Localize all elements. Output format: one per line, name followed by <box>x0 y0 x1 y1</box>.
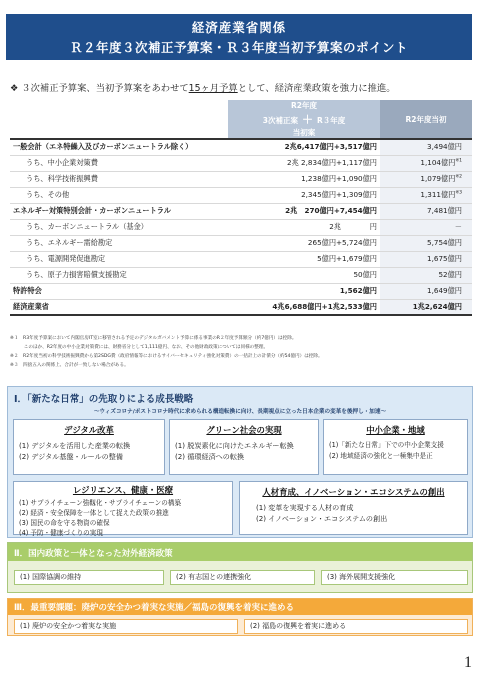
row-label: うち、科学技術振興費 <box>26 174 98 183</box>
row-prev-amount <box>380 171 472 187</box>
row-prev-amount <box>380 283 472 299</box>
row-prev-amount <box>380 219 472 235</box>
box-title: 中小企業・地域 <box>366 425 425 435</box>
prev-value: － <box>454 222 462 231</box>
row-amount: 1,238億円+1,090億円 <box>301 174 377 183</box>
box-item: (2) 循環経済への転換 <box>175 452 245 461</box>
lead-text-underline: 15ヶ月予算 <box>188 83 238 94</box>
section-external-economic-policy <box>7 542 473 593</box>
box-item: (2) 経済・安全保障を一体として捉えた政策の推進 <box>19 509 169 517</box>
row-prev-amount <box>380 299 472 315</box>
box-resilience-health <box>13 481 233 535</box>
row-label: うち、エネルギー需給勘定 <box>26 238 113 247</box>
section2-item: (3) 海外展開支援強化 <box>321 570 468 585</box>
footnote-ref: ※3 <box>455 190 462 196</box>
row-prev-amount <box>380 267 472 283</box>
budget-table <box>10 100 472 316</box>
box-title: グリーン社会の実現 <box>206 425 282 435</box>
title-line-1: 経済産業省関係 <box>191 20 287 35</box>
section2-item: (2) 有志国との連携強化 <box>170 570 315 585</box>
section2-item: (1) 国際協調の維持 <box>14 570 164 585</box>
footnote-1: ※１ R3年度予算案において内閣官房IT室に移管される予定のデジタルガバメント予算に係る事業のR２年度予算額分（約7億円）は控除。 <box>10 336 297 341</box>
section3-title: Ⅲ．最重要課題：廃炉の安全かつ着実な実施／福島の復興を着実に進める <box>8 599 472 615</box>
box-item: (1)「新たな日常」下での中小企業支援 <box>329 441 444 449</box>
row-amount: 4兆6,688億円+1兆2,533億円 <box>272 301 377 311</box>
lead-text-after: として、経済産業政策を強力に推進。 <box>237 83 396 94</box>
table-row <box>10 139 472 155</box>
lead-sentence <box>10 80 472 94</box>
row-amount: 50億円 <box>353 270 377 279</box>
prev-value: 5,754億円 <box>427 238 462 247</box>
table-row <box>10 283 472 299</box>
row-prev-amount <box>380 251 472 267</box>
row-amount: 5億円+1,679億円 <box>317 254 377 263</box>
row-amount: 265億円+5,724億円 <box>307 238 377 247</box>
row-amount: 2兆 270億円+7,454億円 <box>285 206 377 215</box>
prev-value: 7,481億円 <box>427 206 462 215</box>
footnote-ref: ※2 <box>455 174 462 180</box>
table-row <box>10 203 472 219</box>
title-line-2: Ｒ２年度３次補正予算案・Ｒ３年度当初予算案のポイント <box>69 40 408 55</box>
footnotes <box>10 334 476 370</box>
footnote-ref: ※1 <box>455 158 462 164</box>
row-amount: 2兆 2,834億円+1,117億円 <box>287 158 377 167</box>
row-label: 特許特会 <box>13 286 42 295</box>
header-r2-supplementary <box>228 100 380 139</box>
header-blank-cell <box>10 100 228 139</box>
row-prev-amount <box>380 155 472 171</box>
header-r2-label: R2年度 3次補正案 <box>262 101 317 125</box>
table-row <box>10 251 472 267</box>
section2-title: Ⅱ．国内政策と一体となった対外経済政策 <box>8 543 472 561</box>
box-sme-regions <box>323 419 468 475</box>
prev-value: 3,494億円 <box>427 142 462 152</box>
table-row <box>10 187 472 203</box>
header-plus: ＋ <box>301 113 313 126</box>
row-label: うち、原子力損害賠償支援勘定 <box>26 270 127 279</box>
diamond-bullet-icon: ❖ <box>10 83 19 94</box>
box-item: (1) 脱炭素化に向けたエネルギー転換 <box>175 441 294 450</box>
section3-item: (1) 廃炉の安全かつ着実な実施 <box>14 619 238 634</box>
section-growth-strategy <box>7 386 473 538</box>
header-r3-label: R３年度 当初案 <box>292 116 346 137</box>
section1-subtitle: ～ウィズコロナ/ポストコロナ時代に求められる構造転換に向け、長期視点に立った日本企業の変革を後押し・加速～ <box>93 409 387 415</box>
box-item: (2) デジタル基盤・ルールの整備 <box>19 452 123 461</box>
lead-text-before: ３次補正予算案、当初予算案をあわせて <box>21 83 189 94</box>
prev-value: 1,311億円 <box>420 190 456 199</box>
prev-value: 1,079億円 <box>420 174 456 183</box>
box-item: (1) デジタルを活用した産業の転換 <box>19 441 131 450</box>
section2-items <box>14 570 468 585</box>
table-row <box>10 219 472 235</box>
row-prev-amount <box>380 203 472 219</box>
row-label: 一般会計（エネ特繰入及びカーボンニュートラル除く） <box>10 139 228 155</box>
table-row <box>10 155 472 171</box>
box-title: 人材育成、イノベーション・エコシステムの創出 <box>262 487 445 497</box>
header-r2-initial: R2年度当初 <box>380 100 472 139</box>
box-item: (4) 予防・健康づくりの実現 <box>19 529 103 537</box>
box-item: (1) 変革を実現する人材の育成 <box>256 503 354 512</box>
row-label: エネルギー対策特別会計・カーボンニュートラル <box>13 206 171 215</box>
box-digital-reform <box>13 419 165 475</box>
row-prev-amount <box>380 235 472 251</box>
row-amount: 2兆 円 <box>329 222 377 231</box>
row-label: 経済産業省 <box>13 301 49 311</box>
page-number: 1 <box>464 654 472 671</box>
row-label: うち、その他 <box>26 190 70 199</box>
footnote-1-cont: このほか、R2年度の中小企業対策費には、財務省分として1,111億円、なお、その他財政政策については同様の整理。 <box>10 345 269 350</box>
section1-title: Ⅰ．「新たな日常」の先取りによる成長戦略 <box>14 394 194 405</box>
table-row <box>10 267 472 283</box>
section3-item: (2) 福島の復興を着実に進める <box>244 619 468 634</box>
row-amount: 2兆6,417億円+3,517億円 <box>228 139 380 155</box>
box-item: (1) サプライチェーン強靱化・サプライチェーンの構築 <box>19 499 182 507</box>
row-amount: 2,345億円+1,309億円 <box>301 190 377 199</box>
row-amount: 1,562億円 <box>339 286 377 295</box>
box-item: (3) 国民の命を守る物資の確保 <box>19 519 110 527</box>
table-row <box>10 171 472 187</box>
row-prev-amount <box>380 139 472 155</box>
box-item: (2) イノベーション・エコシステムの創出 <box>256 514 388 523</box>
row-label: うち、中小企業対策費 <box>26 158 98 167</box>
box-green-society <box>169 419 319 475</box>
row-prev-amount <box>380 187 472 203</box>
section-fukushima <box>7 598 473 636</box>
box-title: レジリエンス、健康・医療 <box>72 485 174 495</box>
title-banner <box>6 14 472 60</box>
box-item: (2) 地域経済の強化と一極集中是正 <box>329 452 433 460</box>
prev-value: 1,675億円 <box>427 254 462 263</box>
prev-value: 1,649億円 <box>427 286 462 295</box>
table-row <box>10 299 472 315</box>
prev-value: 52億円 <box>438 270 462 279</box>
footnote-2: ※２ R2年度当初の科学技術振興費から第2SDG費（政府情報等におけるサイバーセキュリティ強化対策費）の一括計上の計債分（約54億円）は控除。 <box>10 354 323 359</box>
prev-value: 1,104億円 <box>420 158 456 167</box>
prev-value: 1兆2,624億円 <box>412 301 462 311</box>
footnote-3: ※３ 四捨五入の関係上、合計が一致しない場合がある。 <box>10 363 129 368</box>
box-talent-innovation <box>239 481 468 535</box>
row-label: うち、カーボンニュートラル（基金） <box>26 222 148 231</box>
box-title: デジタル改革 <box>64 425 114 435</box>
row-label: うち、電源開発促進勘定 <box>26 254 106 263</box>
section3-items <box>14 619 468 634</box>
table-row <box>10 235 472 251</box>
table-header-row <box>10 100 472 139</box>
